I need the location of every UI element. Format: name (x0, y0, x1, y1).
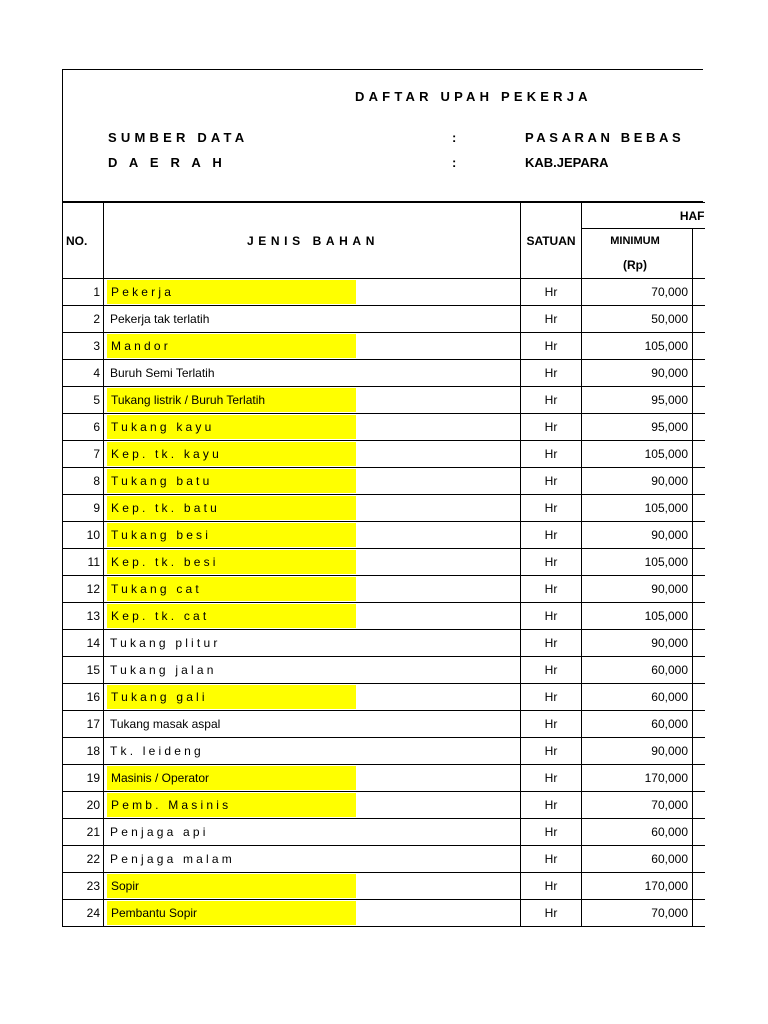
worker-name: Pekerja tak terlatih (110, 312, 210, 326)
min-price-cell: 170,000 (582, 873, 693, 900)
row-number: 24 (63, 900, 104, 927)
table-row (63, 657, 705, 684)
unit-cell: Hr (521, 846, 582, 873)
min-price-cell: 70,000 (582, 792, 693, 819)
worker-name: Tukang gali (107, 685, 356, 709)
col-unit-header: SATUAN (521, 203, 582, 279)
row-number: 17 (63, 711, 104, 738)
worker-name: Mandor (107, 334, 356, 358)
col-min-unit-header: (Rp) (582, 253, 693, 279)
unit-cell: Hr (521, 333, 582, 360)
row-number: 4 (63, 360, 104, 387)
worker-name: Buruh Semi Terlatih (110, 366, 215, 380)
min-price-cell: 90,000 (582, 738, 693, 765)
min-price-cell: 90,000 (582, 630, 693, 657)
table-row (63, 630, 705, 657)
table-row (63, 441, 705, 468)
min-price-cell: 60,000 (582, 846, 693, 873)
row-number: 16 (63, 684, 104, 711)
unit-cell: Hr (521, 819, 582, 846)
table-row (63, 333, 705, 360)
min-price-cell: 105,000 (582, 603, 693, 630)
row-number: 5 (63, 387, 104, 414)
row-number: 7 (63, 441, 104, 468)
worker-name: Pekerja (107, 280, 356, 304)
worker-name: Kep. tk. batu (107, 496, 356, 520)
min-price-cell: 60,000 (582, 657, 693, 684)
table-row (63, 387, 705, 414)
table-row (63, 468, 705, 495)
row-number: 21 (63, 819, 104, 846)
worker-name: Tk. leideng (110, 744, 204, 758)
unit-cell: Hr (521, 522, 582, 549)
wage-table (62, 202, 705, 927)
col-no-header: NO. (63, 203, 104, 279)
min-price-cell: 105,000 (582, 549, 693, 576)
unit-cell: Hr (521, 900, 582, 927)
table-row (63, 576, 705, 603)
table-row (63, 711, 705, 738)
unit-cell: Hr (521, 603, 582, 630)
unit-cell: Hr (521, 873, 582, 900)
source-value: PASARAN BEBAS (525, 130, 685, 145)
worker-name: Kep. tk. cat (107, 604, 356, 628)
worker-name: Kep. tk. besi (107, 550, 356, 574)
worker-name: Pemb. Masinis (107, 793, 356, 817)
min-price-cell: 90,000 (582, 468, 693, 495)
worker-name: Tukang besi (107, 523, 356, 547)
worker-name: Tukang cat (107, 577, 356, 601)
worker-name: Tukang jalan (110, 663, 217, 677)
col-min-header: MINIMUM (582, 229, 693, 253)
source-colon: : (452, 130, 457, 145)
table-row (63, 360, 705, 387)
unit-cell: Hr (521, 684, 582, 711)
min-price-cell: 90,000 (582, 576, 693, 603)
unit-cell: Hr (521, 738, 582, 765)
row-number: 10 (63, 522, 104, 549)
unit-cell: Hr (521, 765, 582, 792)
min-price-cell: 170,000 (582, 765, 693, 792)
row-number: 8 (63, 468, 104, 495)
table-row (63, 684, 705, 711)
worker-name: Pembantu Sopir (107, 901, 356, 925)
row-number: 2 (63, 306, 104, 333)
min-price-cell: 70,000 (582, 279, 693, 306)
row-number: 12 (63, 576, 104, 603)
col-price-group-header: HAF (582, 203, 705, 229)
unit-cell: Hr (521, 630, 582, 657)
row-number: 9 (63, 495, 104, 522)
worker-name: Tukang kayu (107, 415, 356, 439)
unit-cell: Hr (521, 441, 582, 468)
worker-name: Masinis / Operator (107, 766, 356, 790)
table-row (63, 873, 705, 900)
row-number: 13 (63, 603, 104, 630)
row-number: 1 (63, 279, 104, 306)
min-price-cell: 60,000 (582, 711, 693, 738)
unit-cell: Hr (521, 468, 582, 495)
row-number: 15 (63, 657, 104, 684)
source-label: SUMBER DATA (108, 130, 249, 145)
worker-name: Sopir (107, 874, 356, 898)
table-row (63, 279, 705, 306)
worker-name: Penjaga api (110, 825, 209, 839)
table-row (63, 819, 705, 846)
row-number: 23 (63, 873, 104, 900)
table-row (63, 846, 705, 873)
min-price-cell: 105,000 (582, 441, 693, 468)
unit-cell: Hr (521, 360, 582, 387)
unit-cell: Hr (521, 387, 582, 414)
min-price-cell: 90,000 (582, 522, 693, 549)
min-price-cell: 95,000 (582, 414, 693, 441)
worker-name: Tukang batu (107, 469, 356, 493)
row-number: 3 (63, 333, 104, 360)
table-row (63, 792, 705, 819)
min-price-cell: 105,000 (582, 333, 693, 360)
table-row (63, 738, 705, 765)
worker-name: Tukang masak aspal (110, 717, 221, 731)
row-number: 11 (63, 549, 104, 576)
worker-name: Tukang plitur (110, 636, 221, 650)
min-price-cell: 60,000 (582, 819, 693, 846)
min-price-cell: 90,000 (582, 360, 693, 387)
worker-name: Tukang listrik / Buruh Terlatih (107, 388, 356, 412)
row-number: 14 (63, 630, 104, 657)
min-price-cell: 50,000 (582, 306, 693, 333)
row-number: 6 (63, 414, 104, 441)
unit-cell: Hr (521, 711, 582, 738)
table-row (63, 765, 705, 792)
min-price-cell: 60,000 (582, 684, 693, 711)
region-value: KAB.JEPARA (525, 155, 609, 170)
page-title: DAFTAR UPAH PEKERJA (355, 89, 592, 104)
table-row (63, 414, 705, 441)
unit-cell: Hr (521, 657, 582, 684)
unit-cell: Hr (521, 549, 582, 576)
min-price-cell: 105,000 (582, 495, 693, 522)
table-row (63, 522, 705, 549)
unit-cell: Hr (521, 495, 582, 522)
table-row (63, 306, 705, 333)
region-label: D A E R A H (108, 155, 226, 170)
worker-name: Penjaga malam (110, 852, 235, 866)
min-price-cell: 95,000 (582, 387, 693, 414)
col-name-header: JENIS BAHAN (104, 203, 521, 279)
unit-cell: Hr (521, 792, 582, 819)
unit-cell: Hr (521, 306, 582, 333)
min-price-cell: 70,000 (582, 900, 693, 927)
unit-cell: Hr (521, 576, 582, 603)
table-row (63, 900, 705, 927)
table-row (63, 603, 705, 630)
row-number: 18 (63, 738, 104, 765)
row-number: 19 (63, 765, 104, 792)
unit-cell: Hr (521, 414, 582, 441)
table-row (63, 495, 705, 522)
region-colon: : (452, 155, 457, 170)
unit-cell: Hr (521, 279, 582, 306)
worker-name: Kep. tk. kayu (107, 442, 356, 466)
row-number: 20 (63, 792, 104, 819)
row-number: 22 (63, 846, 104, 873)
table-row (63, 549, 705, 576)
